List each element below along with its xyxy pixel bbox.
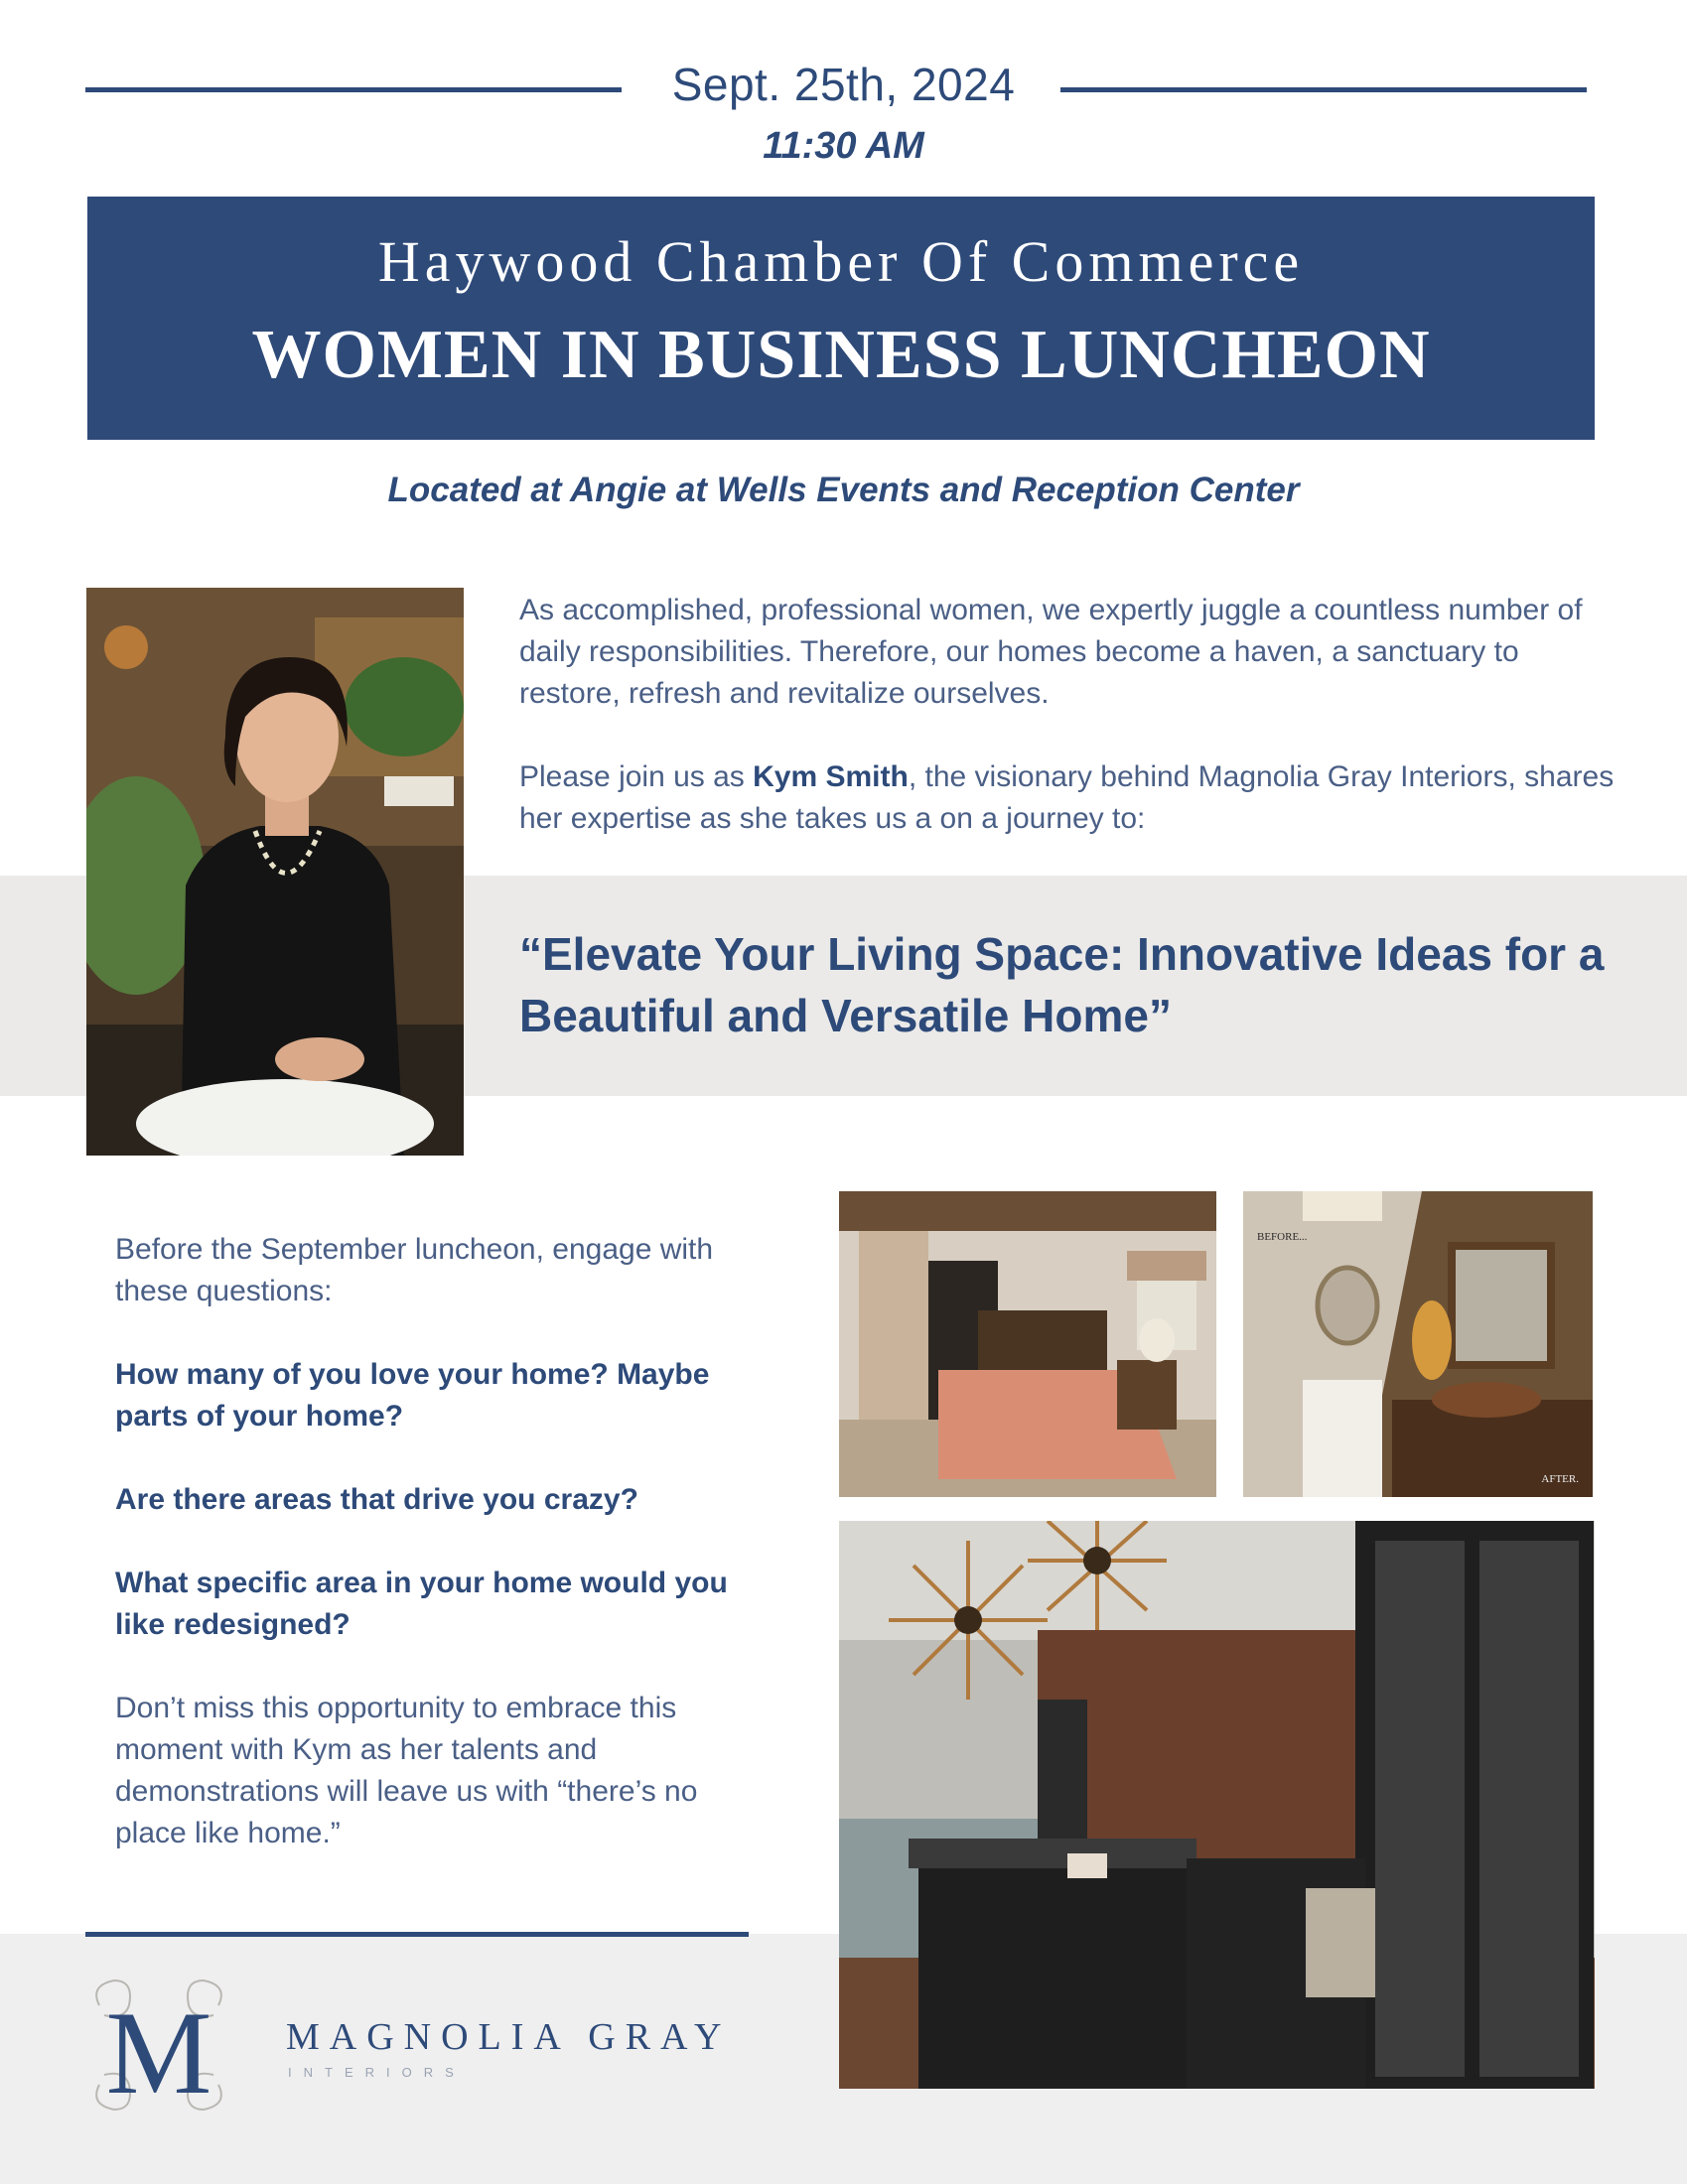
event-time: 11:30 AM [763,125,924,167]
before-after-photo [1243,1191,1593,1497]
banner-corner-br [1578,414,1592,428]
talk-title-quote: “Elevate Your Living Space: Innovative Ideas for a Beautiful and Versatile Home” [519,928,1605,1041]
event-location: Located at Angie at Wells Events and Reception Center [387,471,1300,509]
magnolia-gray-logo-mark [79,1966,238,2124]
logo-letter: M [105,1986,212,2118]
banner-corner-tr [1578,208,1592,222]
banner-event-title: WOMEN IN BUSINESS LUNCHEON [251,317,1431,393]
questions-intro: Before the September luncheon, engage with these questions: [115,1233,714,1307]
intro-paragraph-2 [519,756,1621,840]
question-1: How many of you love your home? Maybe parts of your home? [115,1358,710,1433]
logo-name: MAGNOLIA GRAY [286,2016,732,2058]
bar-photo [839,1521,1595,2089]
banner-corner-tl [95,208,109,222]
questions-section [115,1229,751,1896]
after-label: AFTER. [1541,1473,1579,1485]
event-date: Sept. 25th, 2024 [671,59,1016,110]
intro-text [519,590,1621,882]
before-label: BEFORE... [1257,1231,1308,1243]
speaker-portrait [86,588,464,1156]
question-3: What specific area in your home would you like redesigned? [115,1567,728,1641]
question-2: Are there areas that drive you crazy? [115,1483,638,1516]
speaker-name: Kym Smith [753,760,909,793]
bedroom-photo [839,1191,1216,1497]
banner-organization: Haywood Chamber Of Commerce [377,229,1305,294]
questions-closing: Don’t miss this opportunity to embrace this moment with Kym as her talents and demonstrations will leave us with “there’s no place like home.” [115,1692,698,1849]
intro-paragraph-2-tail: , the visionary behind Magnolia Gray Interiors, shares her expertise as she takes us a on a journey to: [519,760,1615,835]
intro-paragraph-2-lead: Please join us as [519,760,754,793]
footer-rule [85,1932,749,1937]
intro-paragraph-1: As accomplished, professional women, we expertly juggle a countless number of daily responsibilities. Therefore, our homes become a haven, a sanctuary to restore, refresh and revitalize ourselves. [519,594,1583,710]
banner-corner-bl [95,414,109,428]
logo-subtitle: INTERIORS [288,2065,466,2080]
